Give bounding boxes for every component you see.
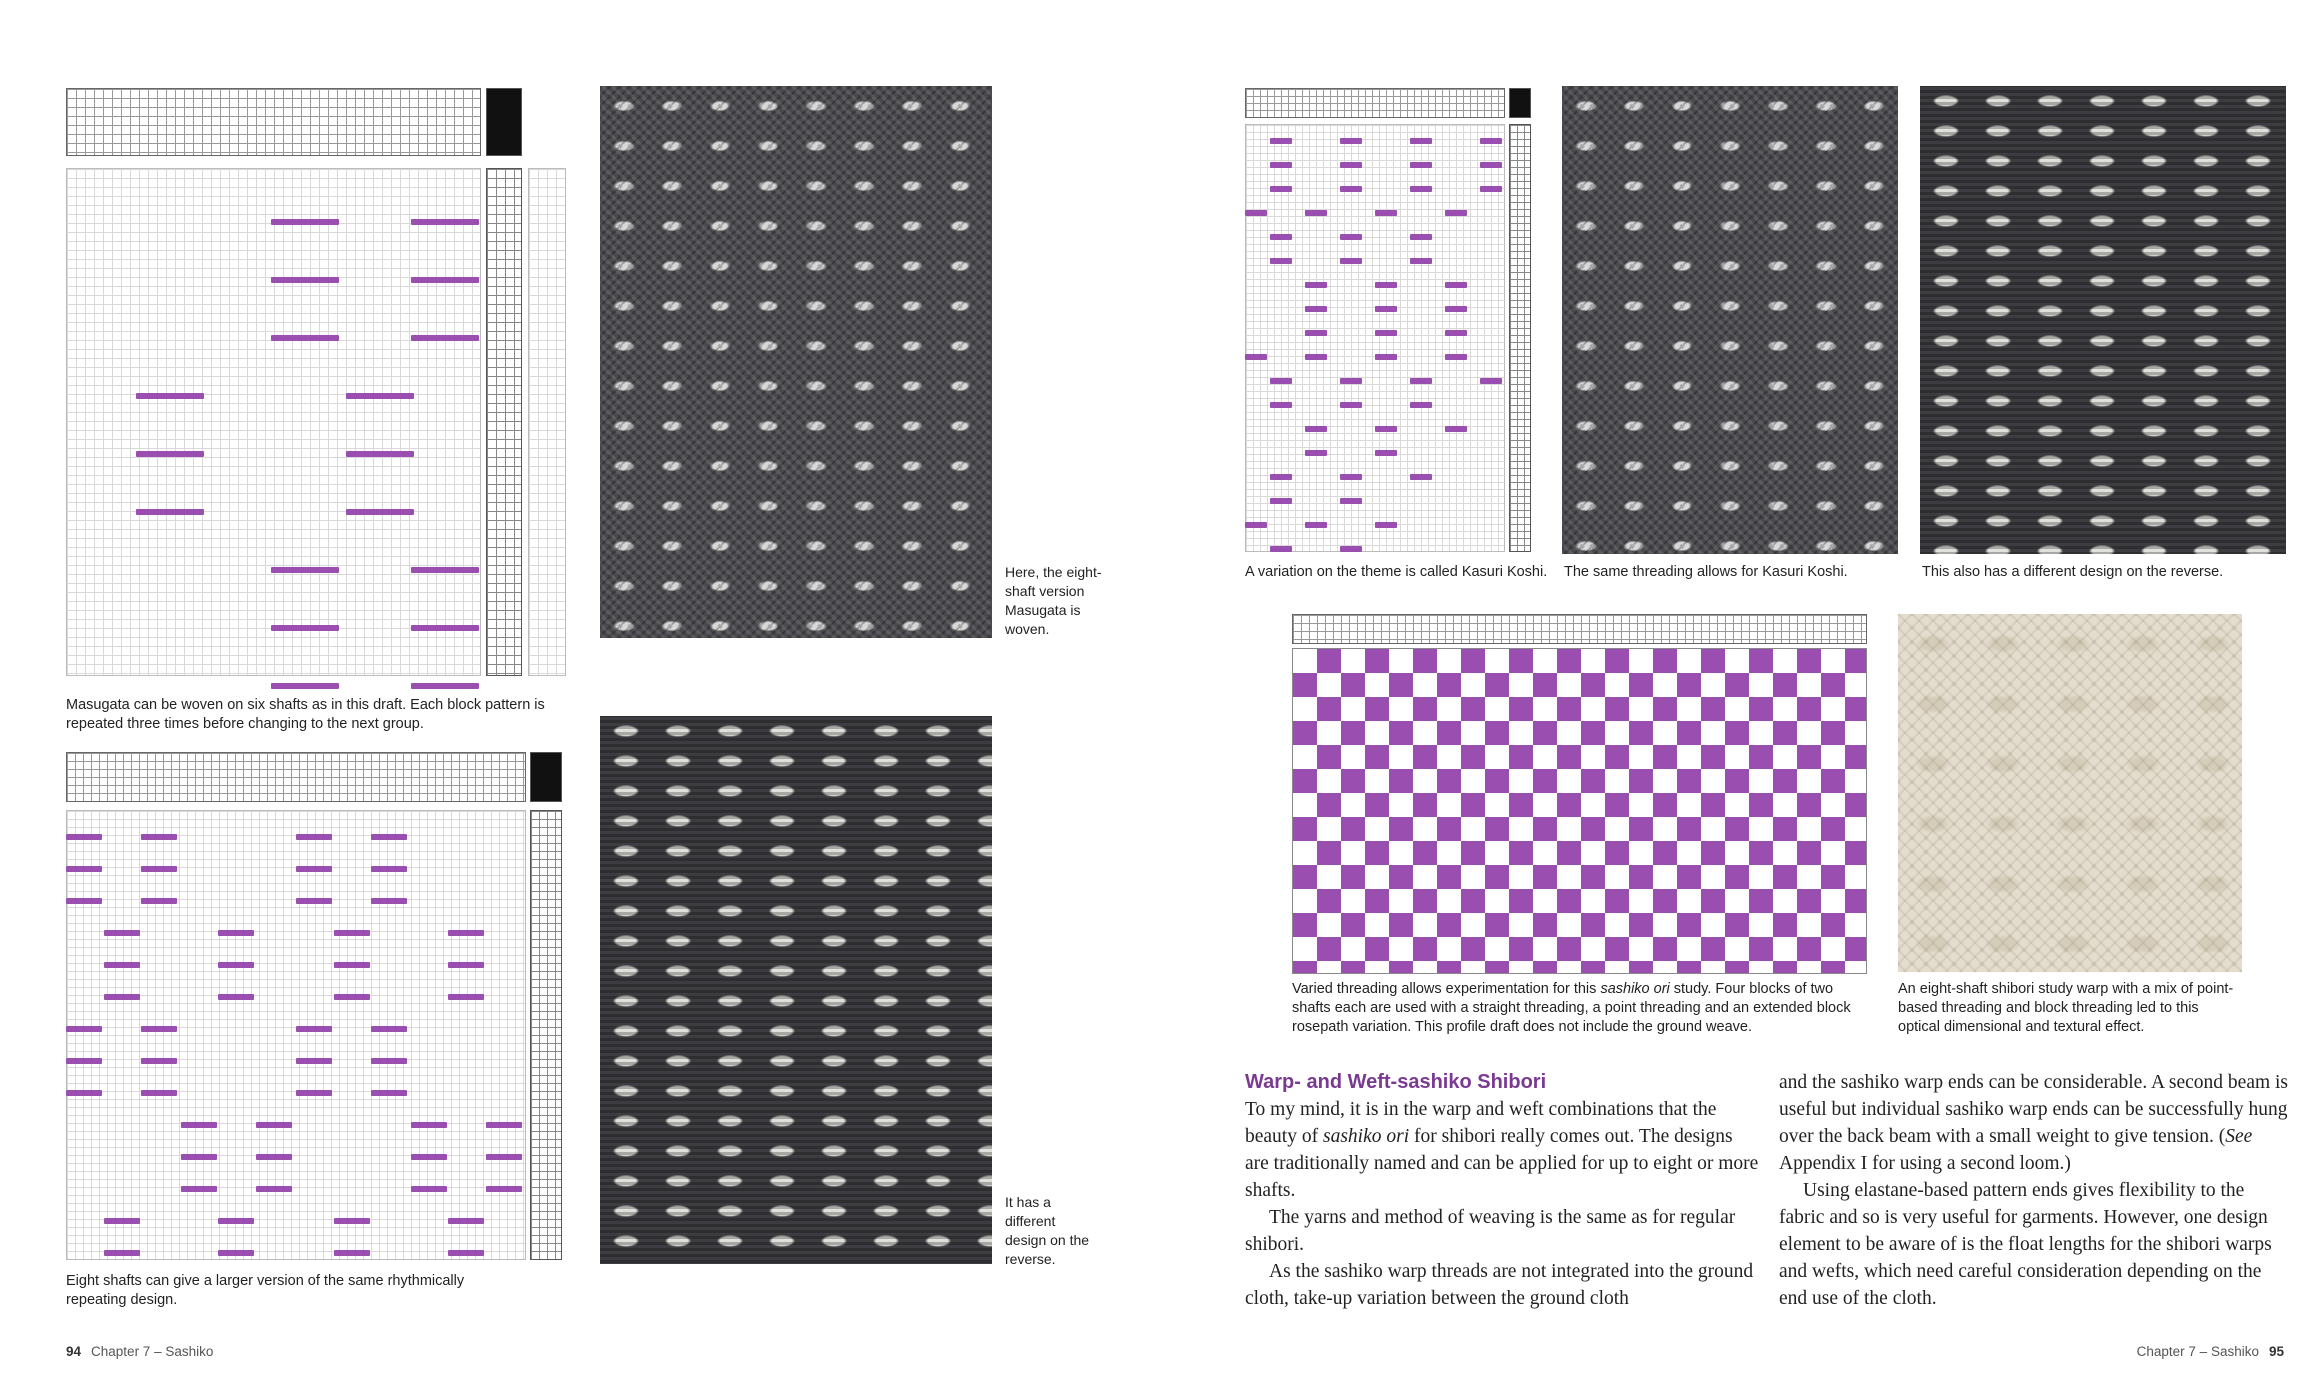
float-bar <box>1245 354 1267 360</box>
float-bar <box>141 834 177 840</box>
float-bar <box>448 994 484 1000</box>
treadling-extra <box>528 168 566 676</box>
float-bar <box>296 898 332 904</box>
float-bar <box>1270 378 1292 384</box>
float-bar <box>1270 162 1292 168</box>
float-bar <box>1305 282 1327 288</box>
float-bar <box>1375 306 1397 312</box>
float-bar <box>486 1154 522 1160</box>
photo-kasuri-koshi-front <box>1562 86 1898 554</box>
float-bar <box>1245 210 1267 216</box>
tie-up <box>486 88 522 156</box>
float-bar <box>218 930 254 936</box>
float-bar <box>334 962 370 968</box>
float-bar <box>104 1218 140 1224</box>
float-bar <box>256 1154 292 1160</box>
folio-left: 94 Chapter 7 – Sashiko <box>66 1344 214 1359</box>
float-bar <box>104 930 140 936</box>
float-bar <box>1445 354 1467 360</box>
treadling-column <box>1509 124 1531 552</box>
threading-row <box>66 88 481 156</box>
folio-right: Chapter 7 – Sashiko 95 <box>2136 1344 2284 1359</box>
float-bar <box>334 994 370 1000</box>
paragraph: Using elastane-based pattern ends gives flexibility to the fabric and so is very useful for garments. However, one design element to be aware of is the float lengths for the shibori warps and wefts, which need careful consideration depending on the end use of the cloth. <box>1779 1180 2272 1309</box>
profile-drawdown <box>1292 648 1867 974</box>
float-bar <box>1375 282 1397 288</box>
float-bar <box>1340 546 1362 552</box>
float-bar <box>1340 474 1362 480</box>
float-bar <box>1340 162 1362 168</box>
float-bar <box>1305 306 1327 312</box>
float-bar <box>1410 474 1432 480</box>
float-bar <box>371 1026 407 1032</box>
float-bar <box>371 834 407 840</box>
photo-eight-shaft-fabric <box>600 716 992 1264</box>
float-bar <box>1480 378 1502 384</box>
float-bar <box>141 1058 177 1064</box>
float-bar <box>1270 234 1292 240</box>
tie-up <box>530 752 562 802</box>
float-bar <box>1375 426 1397 432</box>
float-bar <box>448 1250 484 1256</box>
float-bar <box>104 962 140 968</box>
section-label: Sashiko <box>165 1344 214 1359</box>
float-bar <box>218 1250 254 1256</box>
paragraph: As the sashiko warp threads are not integrated into the ground cloth, take-up variation between the ground cloth <box>1245 1261 1754 1309</box>
float-bar <box>1305 522 1327 528</box>
float-bar <box>1480 138 1502 144</box>
float-bar <box>334 930 370 936</box>
float-bar <box>271 683 339 689</box>
float-bar <box>1410 138 1432 144</box>
float-bar <box>448 930 484 936</box>
caption-kasuri-photo1: The same threading allows for Kasuri Koshi. <box>1564 564 1848 580</box>
float-bar <box>1340 186 1362 192</box>
threading-row <box>1292 614 1867 644</box>
float-bar <box>1340 258 1362 264</box>
float-bar <box>1445 330 1467 336</box>
float-bar <box>1410 258 1432 264</box>
float-bar <box>104 994 140 1000</box>
paragraph: To my mind, it is in the warp and weft combinations that the beauty of sashiko ori for shibori really comes out. The designs are traditionally named and can be applied for up to eight or more shafts. <box>1245 1099 1759 1201</box>
float-bar <box>296 834 332 840</box>
float-bar <box>1410 162 1432 168</box>
float-bar <box>1375 450 1397 456</box>
float-bar <box>1305 354 1327 360</box>
float-bar <box>486 1122 522 1128</box>
float-bar <box>1340 378 1362 384</box>
paragraph: The yarns and method of weaving is the same as for regular shibori. <box>1245 1207 1736 1255</box>
treadling-column <box>486 168 522 676</box>
float-bar <box>296 1026 332 1032</box>
caption-photo1: Here, the eight-shaft version Masugata is woven. <box>1005 564 1102 637</box>
float-bar <box>448 1218 484 1224</box>
draft-kasuri-koshi <box>1245 88 1545 556</box>
float-bar <box>1245 522 1267 528</box>
float-bar <box>1270 138 1292 144</box>
float-bar <box>346 509 414 515</box>
threading-row <box>66 752 526 802</box>
caption-shibori-photo: An eight-shaft shibori study warp with a mix of point-based threading and block threading led to this optical dimensional and textural effect. <box>1898 981 2234 1035</box>
caption-draft1: Masugata can be woven on six shafts as in this draft. Each block pattern is repeated three times before changing to the next group. <box>66 697 545 732</box>
drawdown-grid <box>66 168 481 676</box>
float-bar <box>486 1186 522 1192</box>
float-bar <box>141 898 177 904</box>
photo-masugata-eight-shaft <box>600 86 992 638</box>
float-bar <box>1410 234 1432 240</box>
float-bar <box>1375 522 1397 528</box>
float-bar <box>66 834 102 840</box>
float-bar <box>1270 402 1292 408</box>
page-number: 94 <box>66 1344 82 1359</box>
caption-photo2: It has a different design on the reverse. <box>1005 1194 1090 1267</box>
float-bar <box>136 509 204 515</box>
float-bar <box>411 1154 447 1160</box>
float-bar <box>371 1090 407 1096</box>
float-bar <box>1305 210 1327 216</box>
float-bar <box>271 567 339 573</box>
treadling-column <box>530 810 562 1260</box>
float-bar <box>1445 210 1467 216</box>
float-bar <box>141 1026 177 1032</box>
float-bar <box>334 1218 370 1224</box>
float-bar <box>271 335 339 341</box>
float-bar <box>371 898 407 904</box>
float-bar <box>181 1122 217 1128</box>
draft-eight-shaft <box>66 752 576 1264</box>
float-bar <box>181 1154 217 1160</box>
float-bar <box>411 1186 447 1192</box>
float-bar <box>256 1186 292 1192</box>
caption-profile-draft: Varied threading allows experimentation for this sashiko ori study. Four blocks of two shafts each are used with a straight threading, a point threading and an extended block rosepath variation. This profile draft does not include the ground weave. <box>1292 981 1851 1035</box>
float-bar <box>1270 498 1292 504</box>
float-bar <box>66 1026 102 1032</box>
float-bar <box>271 219 339 225</box>
draft-masugata-six-shaft <box>66 88 576 683</box>
section-label: Sashiko <box>2210 1344 2259 1359</box>
float-bar <box>296 866 332 872</box>
float-bar <box>218 1218 254 1224</box>
float-bar <box>136 451 204 457</box>
float-bar <box>66 866 102 872</box>
float-bar <box>1340 234 1362 240</box>
body-column-1 <box>1245 1096 1760 1312</box>
float-bar <box>66 1090 102 1096</box>
float-bar <box>1375 210 1397 216</box>
float-bar <box>256 1122 292 1128</box>
float-bar <box>411 335 479 341</box>
float-bar <box>1270 258 1292 264</box>
float-bar <box>271 277 339 283</box>
float-bar <box>1340 402 1362 408</box>
float-bar <box>1305 330 1327 336</box>
float-bar <box>411 683 479 689</box>
drawdown-grid <box>66 810 526 1260</box>
float-bar <box>271 625 339 631</box>
float-bar <box>1480 186 1502 192</box>
float-bar <box>371 1058 407 1064</box>
float-bar <box>296 1058 332 1064</box>
float-bar <box>1270 546 1292 552</box>
float-bar <box>1375 354 1397 360</box>
float-bar <box>1445 426 1467 432</box>
caption-kasuri-draft: A variation on the theme is called Kasuri Koshi. <box>1245 564 1548 580</box>
float-bar <box>1270 474 1292 480</box>
threading-row <box>1245 88 1505 118</box>
float-bar <box>141 866 177 872</box>
float-bar <box>141 1090 177 1096</box>
float-bar <box>66 898 102 904</box>
float-bar <box>1305 450 1327 456</box>
float-bar <box>1270 186 1292 192</box>
float-bar <box>136 393 204 399</box>
chapter-label: Chapter 7 <box>2136 1344 2196 1359</box>
profile-draft-sashiko-ori <box>1292 614 1872 974</box>
float-bar <box>411 219 479 225</box>
float-bar <box>411 567 479 573</box>
float-bar <box>1445 282 1467 288</box>
float-bar <box>1375 330 1397 336</box>
float-bar <box>1340 498 1362 504</box>
float-bar <box>334 1250 370 1256</box>
photo-kasuri-koshi-reverse <box>1920 86 2286 554</box>
float-bar <box>181 1186 217 1192</box>
float-bar <box>346 451 414 457</box>
float-bar <box>66 1058 102 1064</box>
float-bar <box>296 1090 332 1096</box>
float-bar <box>371 866 407 872</box>
float-bar <box>1480 162 1502 168</box>
caption-draft2: Eight shafts can give a larger version of the same rhythmically repeating design. <box>66 1273 465 1308</box>
float-bar <box>411 1122 447 1128</box>
float-bar <box>1410 186 1432 192</box>
float-bar <box>1445 306 1467 312</box>
float-bar <box>448 962 484 968</box>
float-bar <box>346 393 414 399</box>
float-bar <box>218 962 254 968</box>
caption-kasuri-photo2: This also has a different design on the reverse. <box>1922 564 2224 580</box>
section-heading: Warp- and Weft-sashiko Shibori <box>1245 1071 1547 1093</box>
photo-shibori-study <box>1898 614 2242 972</box>
float-bar <box>218 994 254 1000</box>
paragraph: and the sashiko warp ends can be considerable. A second beam is useful but individual sashiko warp ends can be successfully hung over the back beam with a small weight to give tension. (See Appendix I for using a second loom.) <box>1779 1072 2289 1174</box>
float-bar <box>1410 402 1432 408</box>
float-bar <box>1410 378 1432 384</box>
float-bar <box>411 625 479 631</box>
float-bar <box>1305 426 1327 432</box>
float-bar <box>411 277 479 283</box>
chapter-label: Chapter 7 <box>91 1344 151 1359</box>
page-number: 95 <box>2268 1344 2284 1359</box>
float-bar <box>1340 138 1362 144</box>
float-bar <box>104 1250 140 1256</box>
tie-up <box>1509 88 1531 118</box>
body-column-2 <box>1779 1069 2294 1312</box>
